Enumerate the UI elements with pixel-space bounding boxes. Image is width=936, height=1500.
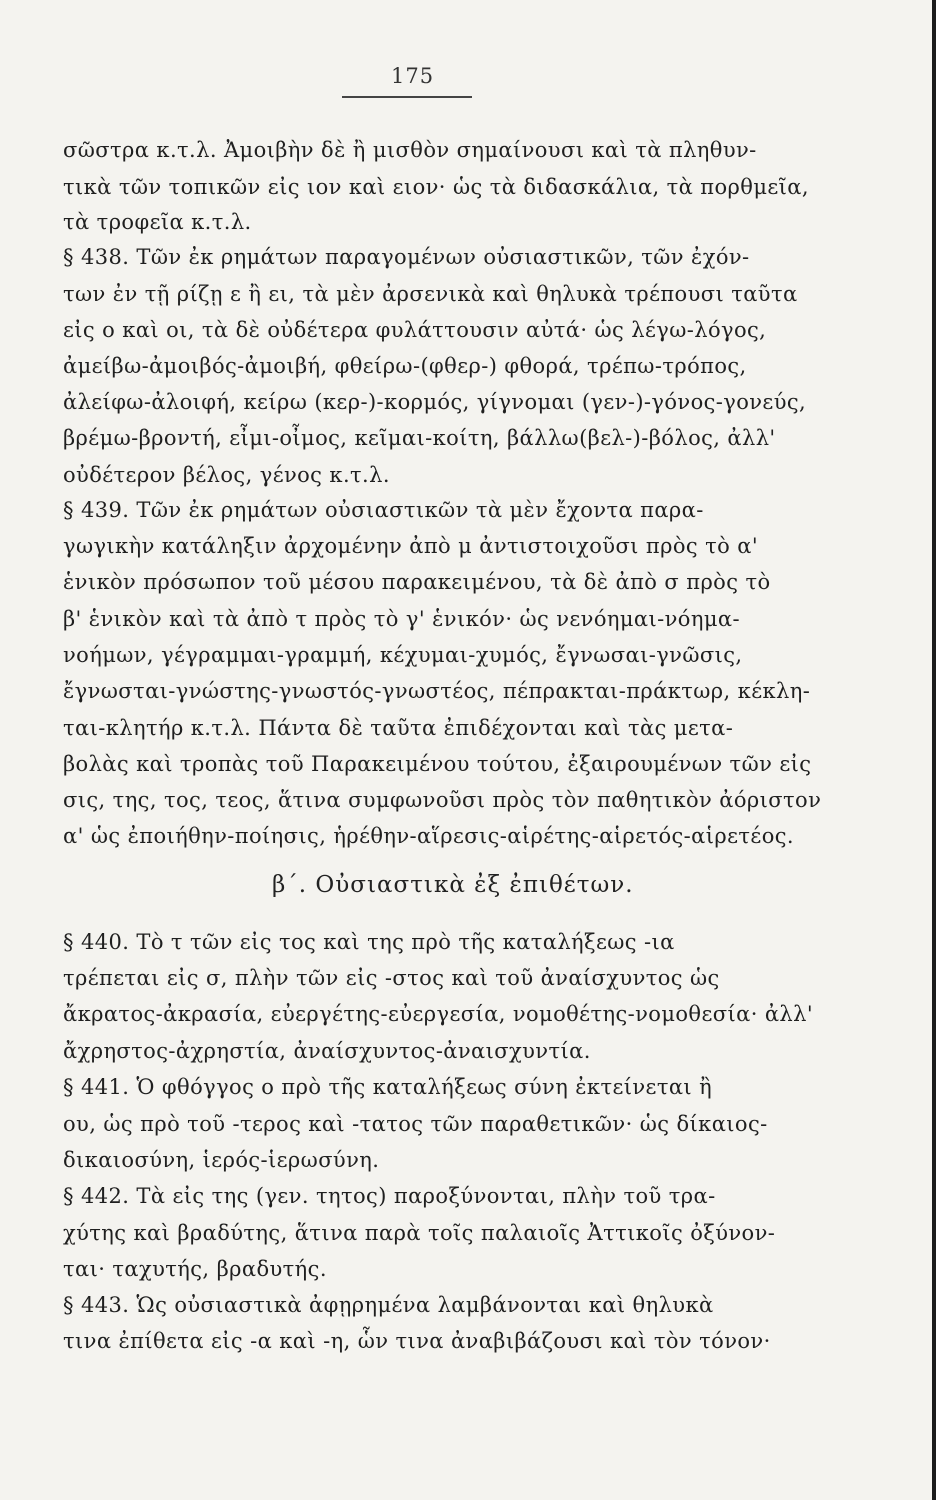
text-line: β' ἑνικὸν καὶ τὰ ἀπὸ τ πρὸς τὸ γ' ἑνικόν· ὡς νενόημαι-νόημα- — [63, 607, 740, 631]
section-heading: β΄. Οὐσιαστικὰ ἐξ ἐπιθέτων. — [272, 872, 634, 898]
paragraph-440-start: § 440. Τὸ τ τῶν εἰς τος καὶ της πρὸ τῆς καταλήξεως -ια — [63, 930, 675, 954]
text-line: οὐδέτερον βέλος, γένος κ.τ.λ. — [63, 463, 390, 487]
text-line: χύτης καὶ βραδύτης, ἅτινα παρὰ τοῖς παλαιοῖς Ἀττικοῖς ὀξύνον- — [63, 1221, 776, 1245]
text-line: εἰς ο καὶ οι, τὰ δὲ οὐδέτερα φυλάττουσιν αὐτά· ὡς λέγω-λόγος, — [63, 318, 767, 342]
paragraph-442-start: § 442. Τὰ εἰς της (γεν. τητος) παροξύνονται, πλὴν τοῦ τρα- — [63, 1184, 716, 1208]
text-line: τικὰ τῶν τοπικῶν εἰς ιον καὶ ειον· ὡς τὰ διδασκάλια, τὰ πορθμεῖα, — [63, 175, 809, 199]
text-line: τὰ τροφεῖα κ.τ.λ. — [63, 210, 252, 234]
text-line: ἔγνωσται-γνώστης-γνωστός-γνωστέος, πέπρακται-πράκτωρ, κέκλη- — [63, 679, 811, 703]
text-line: ἀμείβω-ἀμοιβός-ἀμοιβή, φθείρω-(φθερ-) φθορά, τρέπω-τρόπος, — [63, 354, 747, 378]
text-line: ἑνικὸν πρόσωπον τοῦ μέσου παρακειμένου, τὰ δὲ ἀπὸ σ πρὸς τὸ — [63, 570, 771, 594]
text-line: σις, της, τος, τεος, ἅτινα συμφωνοῦσι πρὸς τὸν παθητικὸν ἀόριστον — [63, 788, 822, 812]
text-line: νοήμων, γέγραμμαι-γραμμή, κέχυμαι-χυμός, ἔγνωσαι-γνῶσις, — [63, 643, 743, 667]
page-number: 175 — [391, 64, 435, 88]
page-edge-shadow — [932, 0, 936, 1500]
text-line: γωγικὴν κατάληξιν ἀρχομένην ἀπὸ μ ἀντιστοιχοῦσι πρὸς τὸ α' — [63, 534, 759, 558]
text-line: τινα ἐπίθετα εἰς -α καὶ -η, ὧν τινα ἀναβιβάζουσι καὶ τὸν τόνον· — [63, 1329, 771, 1353]
paragraph-438-start: § 438. Τῶν ἐκ ρημάτων παραγομένων οὐσιαστικῶν, τῶν ἐχόν- — [63, 245, 750, 269]
text-line: ται-κλητήρ κ.τ.λ. Πάντα δὲ ταῦτα ἐπιδέχονται καὶ τὰς μετα- — [63, 716, 734, 740]
text-line: σῶστρα κ.τ.λ. Ἀμοιβὴν δὲ ἢ μισθὸν σημαίνουσι καὶ τὰ πληθυν- — [63, 138, 757, 162]
text-line: των ἐν τῇ ρίζῃ ε ἢ ει, τὰ μὲν ἀρσενικὰ καὶ θηλυκὰ τρέπουσι ταῦτα — [63, 282, 798, 306]
header-rule — [342, 96, 472, 98]
text-line: ἄκρατος-ἀκρασία, εὐεργέτης-εὐεργεσία, νομοθέτης-νομοθεσία· ἀλλ' — [63, 1002, 814, 1026]
text-line: ἀλείφω-ἀλοιφή, κείρω (κερ-)-κορμός, γίγνομαι (γεν-)-γόνος-γονεύς, — [63, 390, 807, 414]
text-line: ται· ταχυτής, βραδυτής. — [63, 1257, 327, 1281]
text-line: ἄχρηστος-ἀχρηστία, ἀναίσχυντος-ἀναισχυντία. — [63, 1039, 591, 1063]
paragraph-441-start: § 441. Ὁ φθόγγος ο πρὸ τῆς καταλήξεως σύνη ἐκτείνεται ἢ — [63, 1075, 713, 1099]
text-line: βρέμω-βροντή, εἶμι-οἶμος, κεῖμαι-κοίτη, βάλλω(βελ-)-βόλος, ἀλλ' — [63, 426, 776, 450]
text-line: δικαιοσύνη, ἱερός-ἱερωσύνη. — [63, 1148, 380, 1172]
text-line: βολὰς καὶ τροπὰς τοῦ Παρακειμένου τούτου, ἐξαιρουμένων τῶν εἰς — [63, 752, 812, 776]
paragraph-443-start: § 443. Ὡς οὐσιαστικὰ ἀφῃρημένα λαμβάνονται καὶ θηλυκὰ — [63, 1293, 714, 1317]
text-line: ου, ὡς πρὸ τοῦ -τερος καὶ -τατος τῶν παραθετικῶν· ὡς δίκαιος- — [63, 1112, 768, 1136]
text-line: α' ὡς ἐποιήθην-ποίησις, ἡρέθην-αἵρεσις-αἱρέτης-αἱρετός-αἱρετέος. — [63, 824, 794, 848]
text-line: τρέπεται εἰς σ, πλὴν τῶν εἰς -στος καὶ τοῦ ἀναίσχυντος ὡς — [63, 966, 720, 990]
paragraph-439-start: § 439. Τῶν ἐκ ρημάτων οὐσιαστικῶν τὰ μὲν ἔχοντα παρα- — [63, 498, 704, 522]
